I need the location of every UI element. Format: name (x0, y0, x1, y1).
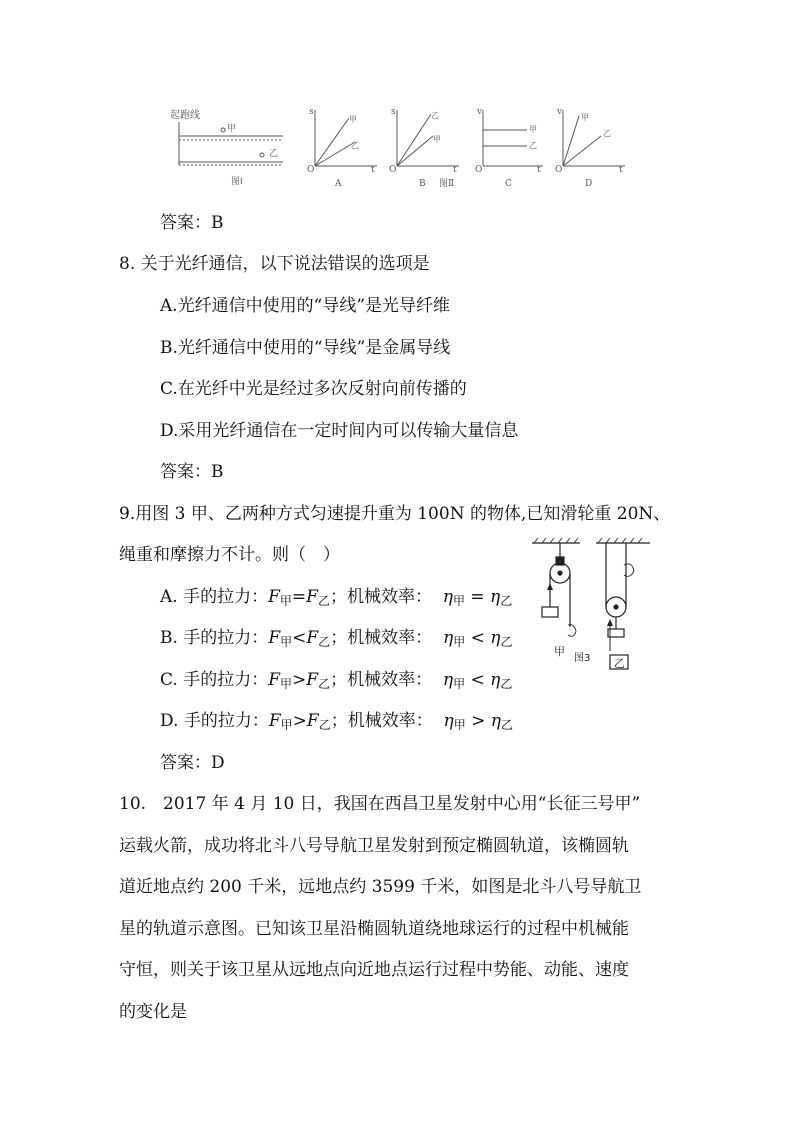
q9-option-b: B. 手的拉力：$F_甲<F_乙$；机械效率： $\eta_甲 < \eta_乙$ (160, 628, 513, 649)
q7-answer: 答案：B (160, 213, 224, 233)
graph-b-y: s (391, 107, 396, 117)
graph-c-line1: 甲 (529, 125, 537, 134)
graph-a-caption: A (335, 179, 342, 189)
graph-d-line1: 甲 (581, 113, 589, 122)
q9-option-d: D. 手的拉力：$F_甲>F_乙$；机械效率： $\eta_甲 > \eta_乙$ (160, 711, 513, 732)
graph-a-x: t (371, 165, 375, 175)
scene-caption: 图Ⅰ (231, 177, 243, 187)
q8-stem: 8. 关于光纤通信，以下说法错误的选项是 (119, 254, 430, 274)
runner-yi-label: 乙 (269, 149, 279, 159)
q9-stem-line2: 绳重和摩擦力不计。则（ ） (119, 545, 340, 565)
graph-c-x: t (537, 165, 541, 175)
q8-option-d: D.采用光纤通信在一定时间内可以传输大量信息 (160, 421, 519, 441)
graph-d-y: v (557, 107, 563, 117)
motion-figure-strip (165, 100, 635, 192)
graph-d-origin: O (555, 165, 563, 175)
graph-d-caption: D (585, 179, 593, 189)
graph-a (307, 107, 377, 189)
graph-c-origin: O (475, 165, 483, 175)
runner-jia-label: 甲 (227, 124, 237, 134)
pulley-caption: 图3 (574, 653, 591, 664)
graph-b-line1: 乙 (431, 111, 439, 120)
pulley-label-yi: 乙 (614, 657, 625, 670)
graph-c-caption: C (505, 179, 512, 189)
pulley-label-jia: 甲 (554, 645, 565, 658)
start-line-label: 起跑线 (170, 110, 200, 121)
q10-line-2: 运载火箭，成功将北斗八号导航卫星发射到预定椭圆轨道，该椭圆轨 (119, 836, 629, 856)
graph-c-line2: 乙 (529, 141, 537, 150)
graph-b (389, 107, 459, 189)
q8-option-c: C.在光纤中光是经过多次反射向前传播的 (160, 379, 467, 399)
q8-option-a: A.光纤通信中使用的“导线”是光导纤维 (160, 296, 451, 316)
q9-stem-line1: 9.用图 3 甲、乙两种方式匀速提升重为 100N 的物体,已知滑轮重 20N、 (119, 504, 671, 524)
graph-c-y: v (477, 107, 483, 117)
q9-answer: 答案：D (160, 753, 225, 773)
pulley-figure (530, 537, 660, 677)
race-scene (170, 108, 283, 187)
graph-c (475, 107, 543, 189)
graph-a-origin: O (307, 165, 315, 175)
q10-line-1: 10. 2017 年 4 月 10 日，我国在西昌卫星发射中心用“长征三号甲” (119, 794, 641, 814)
q10-line-5: 守恒，则关于该卫星从远地点向近地点运行过程中势能、动能、速度 (119, 960, 629, 980)
load-jia (542, 607, 558, 617)
graph-a-line2: 乙 (351, 141, 359, 150)
graph-d-x: t (619, 165, 623, 175)
graph-group-caption: 图Ⅱ (439, 179, 455, 189)
q10-line-3: 道近地点约 200 千米，远地点约 3599 千米，如图是北斗八号导航卫 (119, 877, 642, 897)
q9-option-a: A. 手的拉力：$F_甲=F_乙$；机械效率： $\eta_甲 = \eta_乙$ (160, 587, 513, 608)
graph-a-line1: 甲 (349, 115, 357, 124)
q8-option-b: B.光纤通信中使用的“导线”是金属导线 (160, 338, 451, 358)
graph-a-y: s (309, 107, 314, 117)
q10-line-4: 星的轨道示意图。已知该卫星沿椭圆轨道绕地球运行的过程中机械能 (119, 919, 629, 939)
graph-b-x: t (453, 165, 457, 175)
graph-b-origin: O (389, 165, 397, 175)
graph-d-line2: 乙 (603, 129, 611, 138)
graph-d (555, 107, 625, 189)
q10-line-6: 的变化是 (119, 1002, 187, 1022)
graph-b-line2: 甲 (433, 135, 441, 144)
graph-b-caption: B (419, 179, 426, 189)
q9-option-c: C. 手的拉力：$F_甲>F_乙$；机械效率： $\eta_甲 < \eta_乙$ (160, 670, 513, 691)
q8-answer: 答案：B (160, 462, 224, 482)
